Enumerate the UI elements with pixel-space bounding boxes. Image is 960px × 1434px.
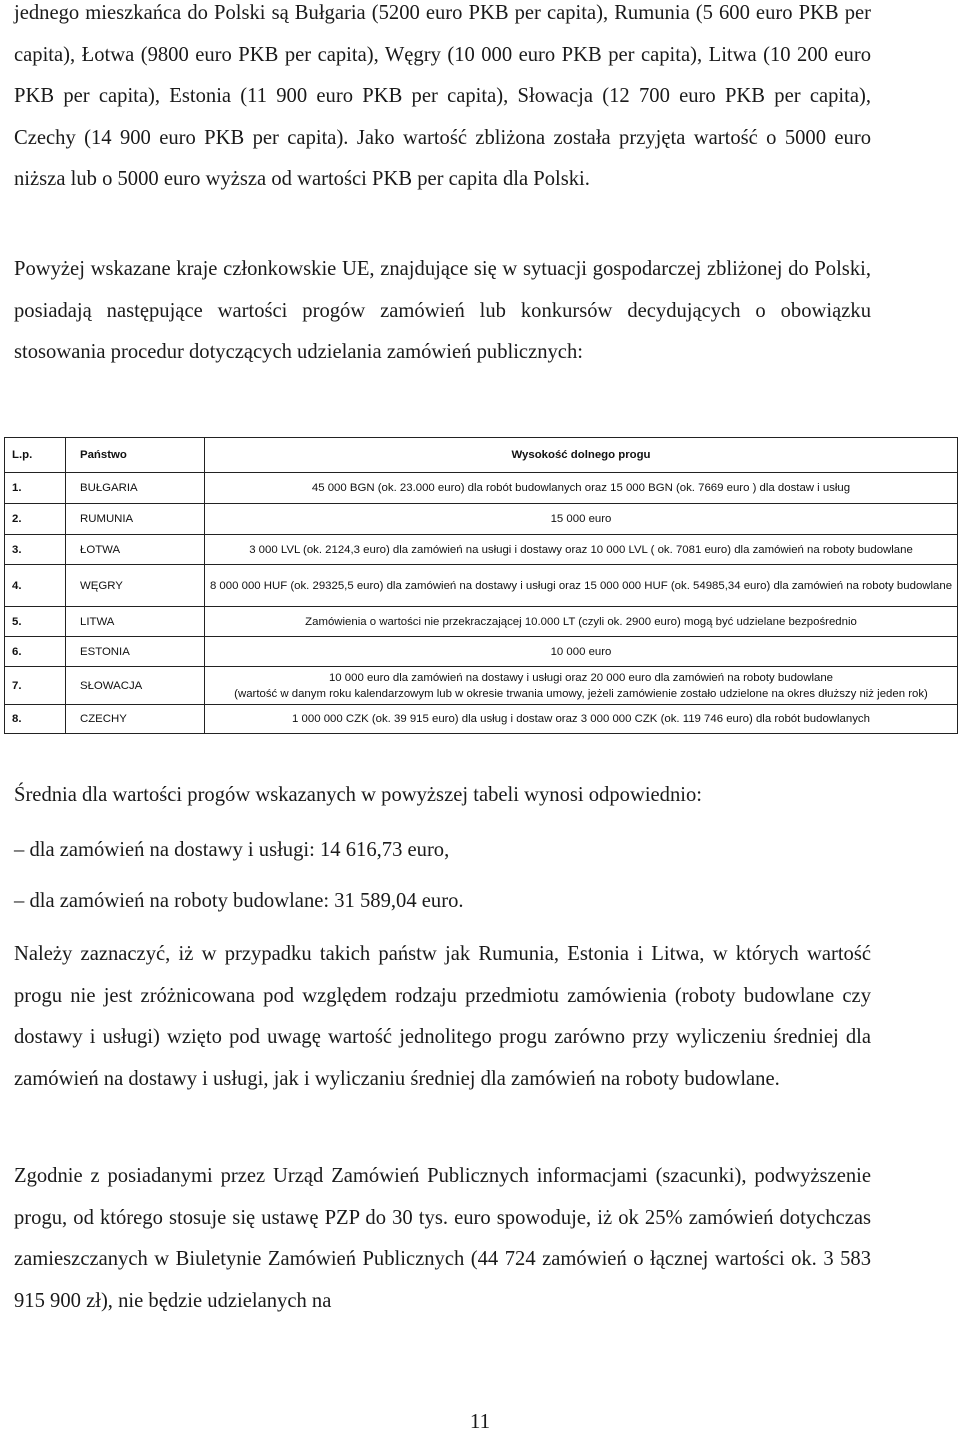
average-supplies: – dla zamówień na dostawy i usługi: 14 616,73 euro, [14,839,450,861]
row-country: ESTONIA [66,637,205,667]
page-number: 11 [469,1409,491,1433]
row-threshold: 15 000 euro [205,504,958,535]
row-country: SŁOWACJA [66,667,205,705]
row-lp: 1. [5,473,66,504]
row-lp: 7. [5,667,66,705]
row-lp: 2. [5,504,66,535]
average-intro: Średnia dla wartości progów wskazanych w powyższej tabeli wynosi odpowiednio: [14,784,703,806]
table-header-row [5,438,958,473]
row-lp: 4. [5,565,66,607]
row-threshold: 3 000 LVL (ok. 2124,3 euro) dla zamówień na usługi i dostawy oraz 10 000 LVL ( ok. 7081 euro) dla zamówień na roboty budowlane [205,535,958,565]
table-row [5,705,958,734]
intro-paragraph: jednego mieszkańca do Polski są Bułgaria (5200 euro PKB per capita), Rumunia (5 600 euro PKB per capita), Łotwa (9800 euro PKB per capita), Węgry (10 000 euro PKB per capita), Litwa (10 200 euro PKB per capita), Estonia (11 900 euro PKB per capita), Słowacja (12 700 euro PKB per capita), Czechy (14 900 euro PKB per capita). Jako wartość zbliżona została przyjęta wartość o 5000 euro niższa lub o 5000 euro wyższa od wartości PKB per capita dla Polski. [14,2,871,190]
final-paragraph: Zgodnie z posiadanymi przez Urząd Zamówień Publicznych informacjami (szacunki), podwyższenie progu, od którego stosuje się ustawę PZP do 30 tys. euro spowoduje, iż ok 25% zamówień dotychczas zamieszczanych w Biuletynie Zamówień Publicznych (44 724 zamówień o łącznej wartości ok. 3 583 915 900 zł), nie będzie udzielanych na [14,1165,871,1312]
row-country: BUŁGARIA [66,473,205,504]
table-row [5,637,958,667]
table-row [5,473,958,504]
row-threshold: 10 000 euro [205,637,958,667]
row-country: RUMUNIA [66,504,205,535]
row-threshold-cell [205,667,958,705]
header-threshold: Wysokość dolnego progu [205,438,958,473]
row-lp: 8. [5,705,66,734]
row-threshold: 1 000 000 CZK (ok. 39 915 euro) dla usług i dostaw oraz 3 000 000 CZK (ok. 119 746 euro) dla robót budowlanych [205,705,958,734]
row-country: LITWA [66,607,205,637]
thresholds-table [4,437,958,734]
note-paragraph: Należy zaznaczyć, iż w przypadku takich państw jak Rumunia, Estonia i Litwa, w których wartość progu nie jest zróżnicowana pod względem rodzaju przedmiotu zamówienia (roboty budowlane czy dostawy i usługi) wzięto pod uwagę wartość jednolitego progu zarówno przy wyliczeniu średniej dla zamówień na dostawy i usługi, jak i wyliczaniu średniej dla zamówień na roboty budowlane. [14,943,871,1090]
header-lp: L.p. [5,438,66,473]
row-threshold: 10 000 euro dla zamówień na dostawy i usługi oraz 20 000 euro dla zamówień na roboty budowlane [328,671,834,684]
row-threshold-note: (wartość w danym roku kalendarzowym lub w okresie trwania umowy, jeżeli zamówienie zostało udzielone na okres dłuższy niż jeden rok) [234,687,928,700]
row-lp: 5. [5,607,66,637]
row-lp: 6. [5,637,66,667]
header-country: Państwo [66,438,205,473]
table-row [5,607,958,637]
table-row [5,565,958,607]
row-threshold: 8 000 000 HUF (ok. 29325,5 euro) dla zamówień na dostawy i usługi oraz 15 000 000 HUF (ok. 54985,34 euro) dla zamówień na roboty budowlane [205,565,958,607]
row-country: WĘGRY [66,565,205,607]
table-row [5,535,958,565]
row-country: CZECHY [66,705,205,734]
table-row [5,504,958,535]
row-threshold: 45 000 BGN (ok. 23.000 euro) dla robót budowlanych oraz 15 000 BGN (ok. 7669 euro ) dla dostaw i usług [205,473,958,504]
row-country: ŁOTWA [66,535,205,565]
table-row [5,667,958,705]
table-intro-paragraph: Powyżej wskazane kraje członkowskie UE, znajdujące się w sytuacji gospodarczej zbliżonej do Polski, posiadają następujące wartości progów zamówień lub konkursów decydujących o obowiązku stosowania procedur dotyczących udzielania zamówień publicznych: [14,258,871,363]
row-lp: 3. [5,535,66,565]
average-works: – dla zamówień na roboty budowlane: 31 589,04 euro. [14,890,464,912]
row-threshold: Zamówienia o wartości nie przekraczającej 10.000 LT (czyli ok. 2900 euro) mogą być udzielane bezpośrednio [205,607,958,637]
